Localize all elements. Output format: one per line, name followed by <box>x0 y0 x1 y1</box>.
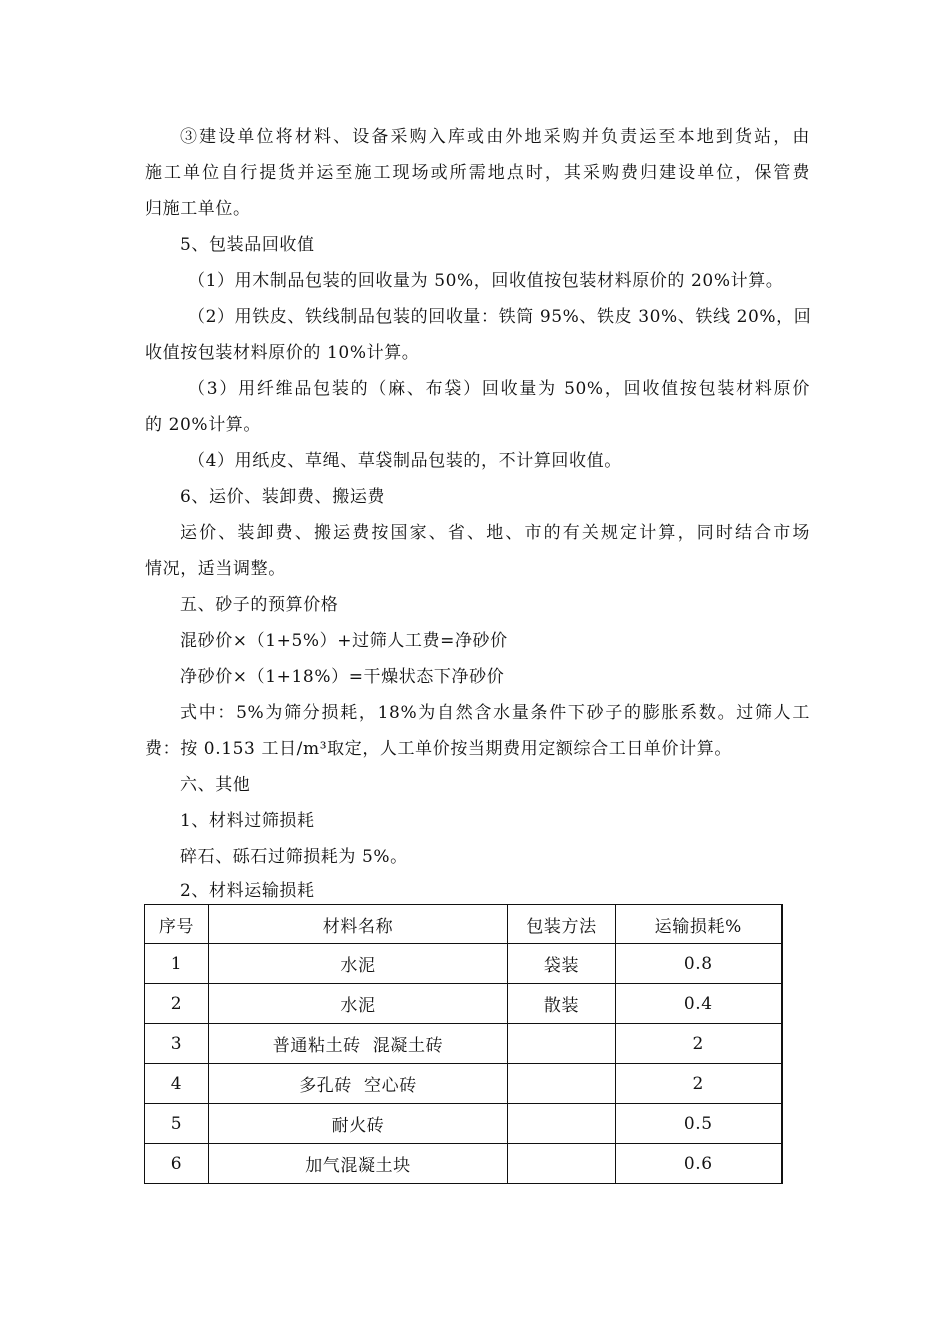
header-transport-loss: 运输损耗% <box>616 905 782 944</box>
paragraph-line: ③建设单位将材料、设备采购入库或由外地采购并负责运至本地到货站，由 <box>180 127 810 147</box>
cell-packing-method <box>508 1104 616 1144</box>
section-heading: 五、砂子的预算价格 <box>180 595 339 615</box>
cell-material-name: 水泥 <box>209 984 508 1024</box>
list-item: （1）用木制品包装的回收量为 50%，回收值按包装材料原价的 20%计算。 <box>188 271 784 291</box>
cell-transport-loss: 2 <box>616 1024 782 1064</box>
cell-packing-method <box>508 1144 616 1184</box>
formula-line: 混砂价×（1+5%）+过筛人工费=净砂价 <box>180 631 508 651</box>
cell-index: 2 <box>145 984 209 1024</box>
cell-material-name: 多孔砖 空心砖 <box>209 1064 508 1104</box>
list-item: （3）用纤维品包装的（麻、布袋）回收量为 50%，回收值按包装材料原价 <box>188 379 810 399</box>
table-row <box>145 1024 782 1064</box>
cell-packing-method: 袋装 <box>508 944 616 984</box>
table-row <box>145 1064 782 1104</box>
cell-transport-loss: 0.8 <box>616 944 782 984</box>
cell-material-name: 耐火砖 <box>209 1104 508 1144</box>
paragraph-line: 施工单位自行提货并运至施工现场或所需地点时，其采购费归建设单位，保管费 <box>145 163 810 183</box>
paragraph-line: 情况，适当调整。 <box>145 559 286 579</box>
section-heading: 6、运价、装卸费、搬运费 <box>180 487 386 507</box>
paragraph-line: 运价、装卸费、搬运费按国家、省、地、市的有关规定计算，同时结合市场 <box>180 523 810 543</box>
cell-transport-loss: 0.6 <box>616 1144 782 1184</box>
paragraph-line: 费：按 0.153 工日/m³取定，人工单价按当期费用定额综合工日单价计算。 <box>145 739 732 759</box>
table-row <box>145 944 782 984</box>
formula-line: 净砂价×（1+18%）=干燥状态下净砂价 <box>180 667 505 687</box>
subsection-heading: 1、材料过筛损耗 <box>180 811 315 831</box>
cell-packing-method <box>508 1064 616 1104</box>
paragraph-line: 归施工单位。 <box>145 199 251 219</box>
table-row <box>145 1144 782 1184</box>
table-header-row <box>145 905 782 944</box>
list-item: （4）用纸皮、草绳、草袋制品包装的，不计算回收值。 <box>188 451 622 471</box>
cell-packing-method <box>508 1024 616 1064</box>
cell-material-name: 普通粘土砖 混凝土砖 <box>209 1024 508 1064</box>
cell-packing-method: 散装 <box>508 984 616 1024</box>
cell-transport-loss: 0.5 <box>616 1104 782 1144</box>
cell-index: 5 <box>145 1104 209 1144</box>
cell-index: 1 <box>145 944 209 984</box>
cell-material-name: 水泥 <box>209 944 508 984</box>
header-packing-method: 包装方法 <box>508 905 616 944</box>
list-item-continuation: 收值按包装材料原价的 10%计算。 <box>145 343 420 363</box>
cell-index: 3 <box>145 1024 209 1064</box>
cell-material-name: 加气混凝土块 <box>209 1144 508 1184</box>
cell-transport-loss: 2 <box>616 1064 782 1104</box>
subsection-heading: 2、材料运输损耗 <box>180 881 315 901</box>
table-row <box>145 1104 782 1144</box>
cell-index: 4 <box>145 1064 209 1104</box>
cell-transport-loss: 0.4 <box>616 984 782 1024</box>
header-index: 序号 <box>145 905 209 944</box>
cell-index: 6 <box>145 1144 209 1184</box>
table-row <box>145 984 782 1024</box>
paragraph-line: 式中：5%为筛分损耗，18%为自然含水量条件下砂子的膨胀系数。过筛人工 <box>180 703 810 723</box>
paragraph-line: 碎石、砾石过筛损耗为 5%。 <box>180 847 408 867</box>
list-item: （2）用铁皮、铁线制品包装的回收量：铁筒 95%、铁皮 30%、铁线 20%，回 <box>188 307 812 327</box>
list-item-continuation: 的 20%计算。 <box>145 415 261 435</box>
section-heading: 六、其他 <box>180 775 251 795</box>
transport-loss-table <box>144 904 783 1184</box>
section-heading: 5、包装品回收值 <box>180 235 315 255</box>
header-material-name: 材料名称 <box>209 905 508 944</box>
